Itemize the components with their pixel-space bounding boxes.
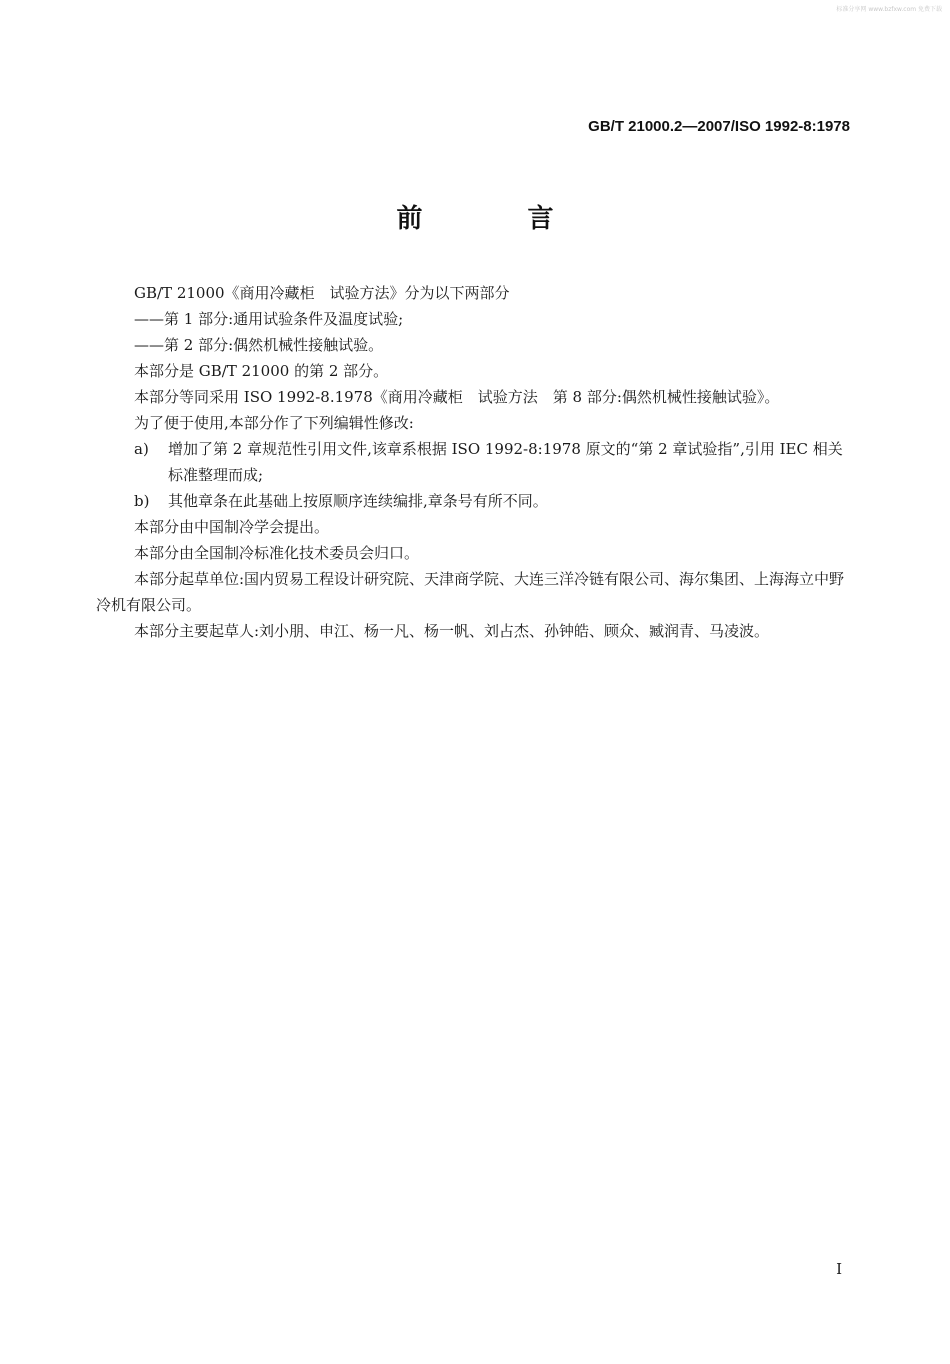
watermark-text: 标准分享网 www.bzfxw.com 免费下载 (836, 6, 942, 13)
list-text-b: 其他章条在此基础上按原顺序连续编排,章条号有所不同。 (168, 492, 548, 510)
paragraph-part-2: ——第 2 部分:偶然机械性接触试验。 (134, 336, 384, 354)
paragraph-adoption: 本部分等同采用 ISO 1992-8.1978《商用冷藏柜 试验方法 第 8 部分:偶然机械性接触试验》。 (134, 388, 780, 406)
standard-code: GB/T 21000.2—2007/ISO 1992-8:1978 (588, 118, 850, 135)
list-marker-b: b) (134, 492, 150, 510)
list-marker-a: a) (134, 440, 149, 458)
list-item-a (96, 436, 856, 488)
page-number: I (836, 1260, 842, 1278)
list-item-b (96, 488, 856, 514)
paragraph-centralized-by: 本部分由全国制冷标准化技术委员会归口。 (134, 544, 420, 562)
paragraph-modifications: 为了便于使用,本部分作了下列编辑性修改: (134, 414, 414, 432)
paragraph-proposed-by: 本部分由中国制冷学会提出。 (134, 518, 330, 536)
paragraph-this-part: 本部分是 GB/T 21000 的第 2 部分。 (134, 362, 389, 380)
list-text-a: 增加了第 2 章规范性引用文件,该章系根据 ISO 1992-8:1978 原文的“第 2 章试验指”,引用 IEC 相关标准整理而成; (168, 440, 843, 484)
page-title: 前 言 (396, 204, 602, 234)
foreword-body (96, 280, 856, 644)
paragraph-part-1: ——第 1 部分:通用试验条件及温度试验; (134, 310, 404, 328)
paragraph-drafters: 本部分主要起草人:刘小朋、申江、杨一凡、杨一帆、刘占杰、孙钟皓、顾众、臧润青、马凌波。 (134, 622, 770, 640)
paragraph-drafting-units: 本部分起草单位:国内贸易工程设计研究院、天津商学院、大连三洋冷链有限公司、海尔集团、上海海立中野冷机有限公司。 (96, 570, 845, 614)
paragraph-scope: GB/T 21000《商用冷藏柜 试验方法》分为以下两部分 (134, 284, 510, 302)
